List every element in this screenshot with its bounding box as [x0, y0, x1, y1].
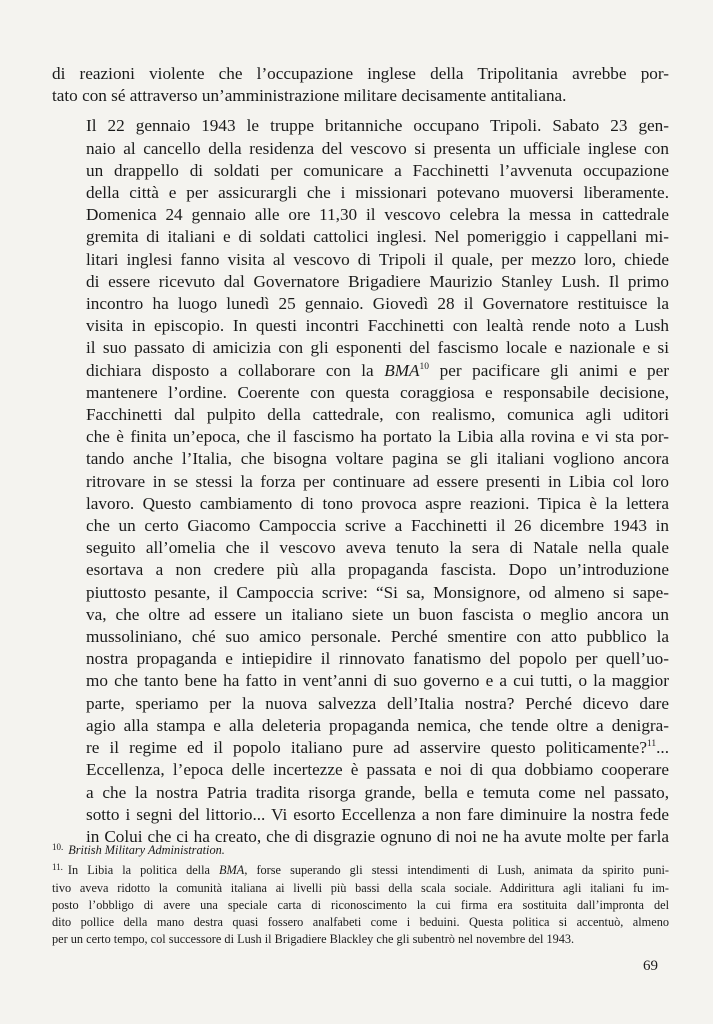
text-fragment: ...	[656, 738, 669, 758]
text-line: di reazioni violente che l’occupazione inglese della Tripolitania avrebbe por-	[52, 64, 669, 83]
text-line: che è finita un’epoca, che il fascismo ha portato la Libia alla rovina e vi sta por-	[86, 427, 669, 447]
text-line: della città e per assicurargli che i missionari potevano muoversi liberamente.	[86, 183, 669, 203]
paragraph-continued	[52, 63, 669, 107]
note-line: per un certo tempo, col successore di Lush il Brigadiere Blackley che gli subentrò nel novembre del 1943.	[52, 932, 575, 947]
note-line	[52, 839, 669, 859]
text-line: mussoliniano, ché suo amico personale. Perché smentire con atto pubblico la	[86, 627, 669, 647]
text-line: mantenere l’ordine. Coerente con questa coraggiosa e responsabile decisione,	[86, 382, 669, 402]
text-line: un drappello di soldati per comunicare a Facchinetti l’avvenuta occupazione	[86, 160, 669, 180]
text-line: gremita di italiani e di soldati cattolici inglesi. Nel pomeriggio i cappellani mi-	[86, 227, 669, 247]
footnote-ref-11[interactable]: 11	[646, 739, 657, 750]
text-line: parte, speriamo per la nuova salvezza dell’Italia nostra? Perché dicevo dare	[86, 693, 669, 713]
note-line: tivo aveva ridotto la comunità italiana ai livelli più bassi della scala sociale. Addirittura agli italiani fu im-	[52, 880, 669, 895]
text-line: seguito all’omelia che il vescovo aveva tenuto la sera di Natale nella quale	[86, 538, 669, 558]
bma-abbreviation: BMA	[384, 360, 420, 380]
text-line: piuttosto pesante, il Campoccia scrive: “Si sa, Monsignore, od almeno si sape-	[86, 582, 669, 602]
text-fragment: dichiara disposto a collaborare con la	[86, 360, 385, 380]
text-line: va, che oltre ad essere un italiano siete un buon fascista o meglio ancora un	[86, 604, 669, 624]
footnotes	[52, 839, 669, 949]
text-fragment: per pacificare gli animi e per	[429, 360, 670, 380]
text-line: che un certo Giacomo Campoccia scrive a Facchinetti il 26 dicembre 1943 in	[86, 516, 669, 536]
text-line: tando anche l’Italia, che bisogna voltare pagina se gli italiani vogliono ancora	[86, 449, 669, 469]
footnote-number: 11.	[52, 862, 63, 873]
text-line: litari inglesi fanno visita al vescovo di Tripoli il quale, per mezzo loro, chiede	[86, 249, 669, 269]
text-line: il suo passato di amicizia con gli esponenti del fascismo locale e nazionale e si	[86, 338, 669, 358]
footnote-text: British Military Administration.	[68, 843, 225, 857]
text-line: mo che tanto bene ha fatto in vent’anni di suo governo e a cui tutti, o la maggior	[86, 671, 669, 691]
text-line-bma	[52, 360, 669, 382]
note-line: posto l’obbligo di avere una speciale carta di riconoscimento la cui firma era sostituita dall’impronta del	[52, 897, 669, 912]
text-line: Il 22 gennaio 1943 le truppe britanniche occupano Tripoli. Sabato 23 gen-	[86, 116, 669, 136]
footnote-number: 10.	[52, 842, 64, 852]
page-number: 69	[643, 958, 658, 974]
text-line-ref11	[52, 737, 669, 759]
note-line	[52, 859, 669, 879]
text-line: incontro ha luogo lunedì 25 gennaio. Giovedì 28 il Governatore restituisce la	[86, 294, 669, 314]
footnote-10	[52, 839, 669, 859]
bma-abbreviation: BMA	[219, 863, 245, 878]
text-line: agio alla stampa e alla deleteria propaganda nemica, che tende oltre a denigra-	[86, 715, 669, 735]
note-line: dito pollice della mano destra quasi fossero analfabeti come i beduini. Questa politica si accentuò, almeno	[52, 915, 669, 930]
text-line: Facchinetti dal pulpito della cattedrale, con realismo, comunica agli uditori	[86, 405, 669, 425]
text-line: esortava a non credere più alla propaganda fascista. Dopo un’introduzione	[86, 560, 669, 580]
text-line: in Colui che ci ha creato, che di disgrazie ognuno di noi ne ha avute molte per farla	[86, 826, 669, 846]
text-line: lavoro. Questo cambiamento di tono provoca aspre reazioni. Tipica è la lettera	[86, 493, 669, 513]
text-fragment: In Libia la politica della	[67, 863, 220, 878]
text-line: a che la nostra Patria tradita risorga grande, bella e temuta come nel passato,	[86, 782, 669, 802]
body-text	[52, 63, 669, 848]
text-fragment: re il regime ed il popolo italiano pure ad asservire questo politicamente?	[86, 738, 647, 758]
text-line: di essere ricevuto dal Governatore Brigadiere Maurizio Stanley Lush. Il primo	[86, 271, 669, 291]
text-line: sotto i segni del littorio... Vi esorto Eccellenza a non fare diminuire la nostra fede	[86, 804, 669, 824]
footnote-11	[52, 859, 669, 948]
text-fragment: , forse superando gli stessi intendimenti di Lush, animata da spirito puni-	[244, 863, 669, 878]
text-line: visita in episcopio. In questi incontri Facchinetti con lealtà rende noto a Lush	[86, 316, 669, 336]
text-line: naio al cancello della residenza del vescovo si presenta un ufficiale inglese con	[86, 138, 669, 158]
text-line: Domenica 24 gennaio alle ore 11,30 il vescovo celebra la messa in cattedrale	[86, 205, 669, 225]
text-line: Eccellenza, l’epoca delle incertezze è passata e noi di qua dobbiamo cooperare	[86, 760, 669, 780]
text-line: nostra propaganda e intiepidire il rinnovato fanatismo del popolo per quell’uo-	[86, 649, 669, 669]
text-line: tato con sé attraverso un’amministrazione militare decisamente antitaliana.	[52, 86, 567, 106]
paragraph-occupation	[52, 115, 669, 848]
text-line: ritrovare in se stessi la forza per continuare ad essere presenti in Libia col loro	[86, 471, 669, 491]
footnote-ref-10[interactable]: 10	[419, 361, 430, 372]
